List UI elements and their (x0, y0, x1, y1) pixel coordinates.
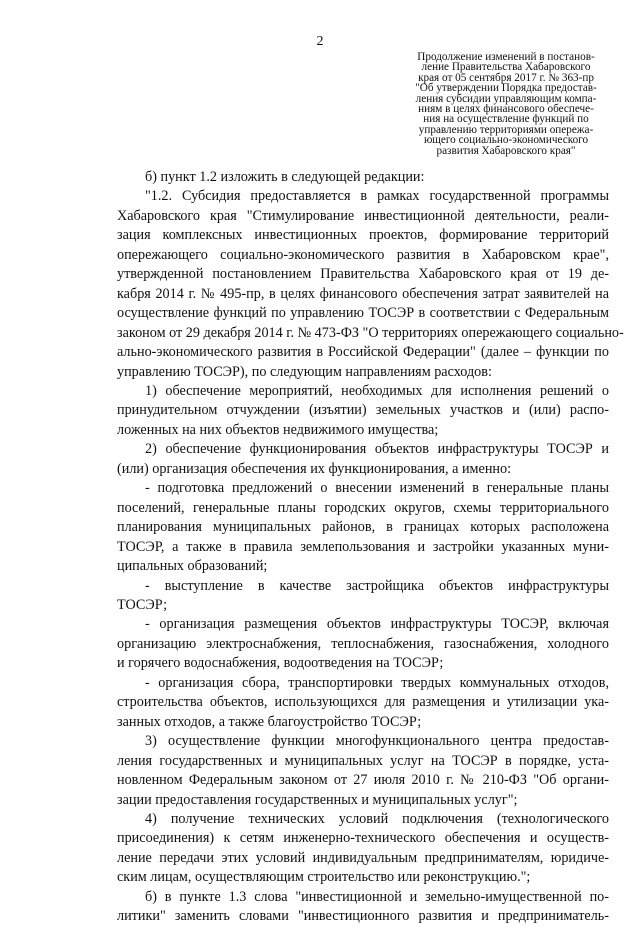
body-line: ления государственных и муниципальных услуг на ТОСЭР в порядке, уста- (117, 752, 609, 769)
body-line: ление передачи этих условий индивидуальным предпринимателям, юридиче- (117, 849, 609, 866)
header-note-line: края от 05 сентября 2017 г. № 363-пр (418, 71, 594, 84)
body-line: ципальных образований; (117, 558, 268, 575)
body-line: занных отходов, а также благоустройство ТОСЭР; (117, 713, 422, 730)
body-line: законом от 29 декабря 2014 г. № 473-ФЗ "О территориях опережающего социально- (117, 324, 624, 341)
body-line: зация комплексных инвестиционных проектов, формирование территорий (117, 227, 609, 244)
body-line: поселений, генеральные планы городских округов, схемы территориального (117, 499, 609, 516)
body-line: - организация сбора, транспортировки твердых коммунальных отходов, (145, 674, 609, 691)
body-line: 4) получение технических условий подключения (технологического (145, 810, 609, 827)
body-line: планирования муниципальных районов, в границах которых расположена (117, 519, 609, 536)
body-line: и горячего водоснабжения, водоотведения на ТОСЭР; (117, 655, 444, 672)
body-line: ТОСЭР; (117, 596, 168, 613)
body-line: - организация размещения объектов инфраструктуры ТОСЭР, включая (145, 616, 609, 633)
header-note-line: ления субсидии управляющим компа- (415, 92, 597, 105)
header-note-line: Продолжение изменений в постанов- (417, 51, 595, 63)
header-note-line: "Об утверждении Порядка предостав- (415, 82, 597, 95)
body-line: ально-экономического развития в Российской Федерации" (далее – функции по (117, 344, 609, 361)
header-note-line: управлению территориями опережа- (418, 123, 594, 136)
body-line: новленном Федеральным законом от 27 июля 2010 г. № 210-ФЗ "Об органи- (117, 772, 609, 789)
body-line: осуществление функций по управлению ТОСЭР в соответствии с Федеральным (117, 305, 609, 322)
body-line: присоединения) к сетям инженерно-технического обеспечения и осуществ- (117, 830, 609, 847)
body-line: ским лицам, осуществляющим строительство или реконструкцию."; (117, 869, 531, 886)
body-line: зации предоставления государственных и муниципальных услуг"; (117, 791, 518, 808)
header-note-line: ния на осуществление функций по (423, 113, 589, 126)
amendment-header-note (386, 52, 626, 156)
body-line: опережающего социально-экономического развития в Хабаровском крае", (117, 246, 609, 263)
body-line: ложенных на них объектов недвижимого имущества; (117, 421, 439, 438)
header-note-line: развития Хабаровского края" (436, 144, 576, 157)
body-line: "1.2. Субсидия предоставляется в рамках государственной программы (145, 188, 609, 205)
body-line: - подготовка предложений о внесении изменений в генеральные планы (145, 480, 609, 497)
body-line: б) пункт 1.2 изложить в следующей редакции: (145, 169, 425, 185)
body-line: ТОСЭР, а также в правила землепользования и застройки указанных муни- (117, 538, 609, 555)
body-line: организацию электроснабжения, теплоснабжения, газоснабжения, холодного (117, 635, 609, 652)
body-line: строительства объектов, использующихся для размещения и утилизации ука- (117, 694, 609, 711)
body-line: кабря 2014 г. № 495-пр, в целях финансового обеспечения затрат заявителей на (117, 285, 609, 302)
header-note-line: ниям в целях финансового обеспече- (418, 103, 594, 116)
page-number: 2 (316, 34, 324, 49)
body-line: б) в пункте 1.3 слова "инвестиционной и земельно-имущественной по- (145, 888, 609, 905)
body-line: 1) обеспечение мероприятий, необходимых для исполнения решений о (145, 382, 609, 399)
document-body (117, 168, 624, 927)
body-line: принудительном отчуждении (изъятии) земельных участков и (или) распо- (117, 402, 609, 419)
body-line: Хабаровского края "Стимулирование инвестиционной деятельности, реали- (117, 207, 609, 224)
body-line: управлению ТОСЭР), по следующим направлениям расходов: (117, 363, 492, 380)
header-note-line: ющего социально-экономического (423, 134, 589, 147)
body-line: - выступление в качестве застройщика объектов инфраструктуры (145, 577, 609, 594)
body-line: 3) осуществление функции многофункционального центра предостав- (145, 733, 609, 750)
body-line: утвержденной постановлением Правительства Хабаровского края от 19 де- (117, 266, 609, 283)
body-line: (или) организация обеспечения их функционирования, а именно: (117, 460, 512, 477)
body-line: 2) обеспечение функционирования объектов инфраструктуры ТОСЭР и (145, 441, 609, 458)
body-line: литики" заменить словами "инвестиционного развития и предприниматель- (117, 908, 609, 925)
header-note-line: ление Правительства Хабаровского (421, 61, 591, 74)
